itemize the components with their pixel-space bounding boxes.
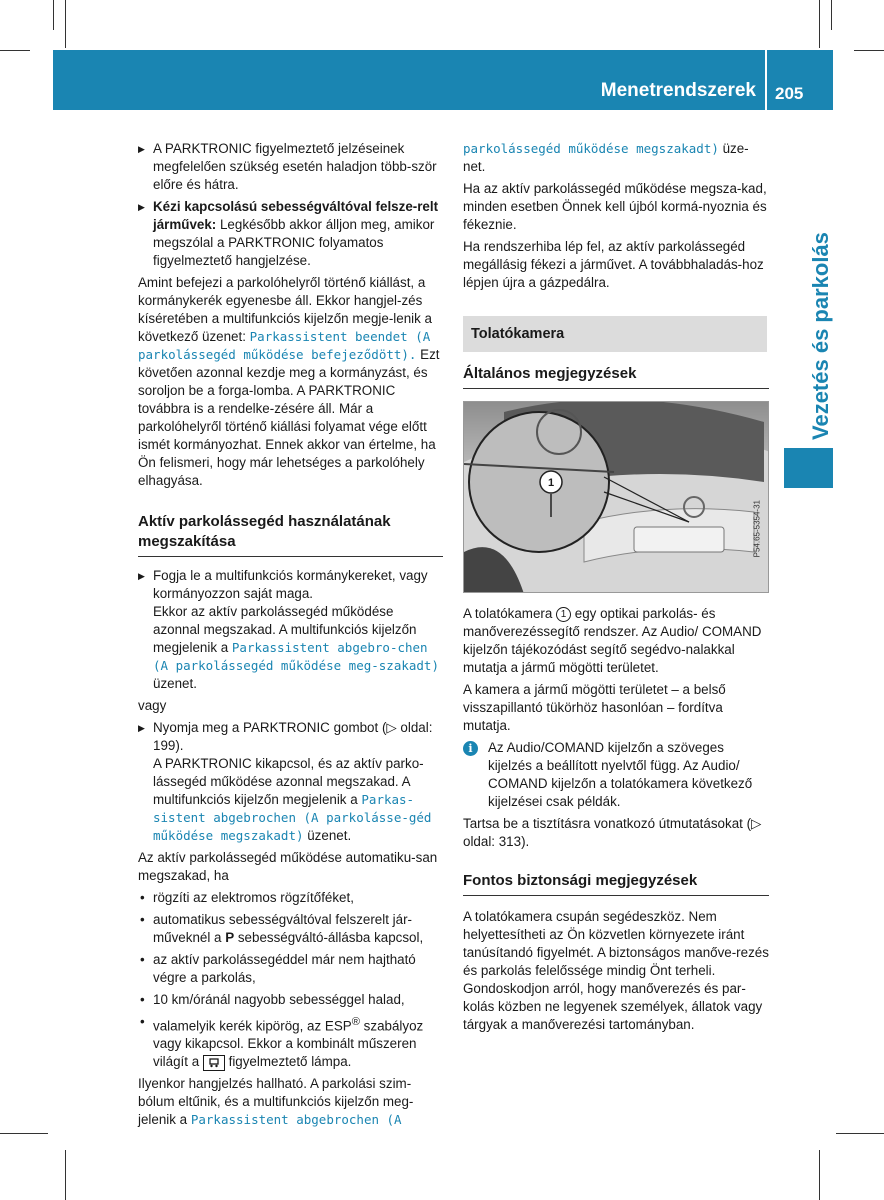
list-item bbox=[138, 1013, 443, 1071]
instruction-step bbox=[138, 719, 443, 845]
text: valamelyik kerék kipörög, az ESP bbox=[153, 1018, 352, 1034]
step-text: Nyomja meg a PARKTRONIC gombot (▷ oldal: 199). bbox=[153, 720, 433, 753]
car-rear-illustration bbox=[464, 402, 769, 593]
or-text: vagy bbox=[138, 698, 167, 713]
crop-mark bbox=[53, 0, 54, 30]
side-tab bbox=[784, 448, 833, 488]
figure-code: P54.65-5354-31 bbox=[752, 500, 761, 558]
crop-mark bbox=[836, 1133, 884, 1134]
subsection-heading: Fontos biztonsági megjegyzések bbox=[463, 871, 769, 896]
list-item: • rögzíti az elektromos rögzítőféket, bbox=[138, 889, 443, 907]
text: figyelmeztető lámpa. bbox=[224, 1054, 352, 1070]
info-note bbox=[463, 739, 769, 811]
crop-mark bbox=[0, 1133, 48, 1134]
instruction-step bbox=[138, 198, 443, 270]
section-side-label: Vezetés és parkolás bbox=[808, 232, 833, 440]
crop-mark bbox=[0, 50, 30, 51]
paragraph bbox=[463, 140, 769, 176]
chapter-title: Menetrendszerek bbox=[600, 80, 756, 101]
list-item: • az aktív parkolássegéddel már nem hajtható végre a parkolás, bbox=[138, 951, 443, 987]
paragraph: Tartsa be a tisztításra vonatkozó útmutatásokat (▷ oldal: 313). bbox=[463, 816, 762, 849]
display-message: parkolássegéd működése megszakadt) bbox=[463, 141, 719, 156]
crop-mark bbox=[831, 0, 832, 30]
list-item: • 10 km/óránál nagyobb sebességgel halad, bbox=[138, 991, 443, 1009]
gear-position: P bbox=[225, 930, 235, 945]
text: Amint befejezi a parkolóhelyről történő kiállást, a kormánykerék egyenesbe áll. Ekkor hangjel-zés kíséretében a multifunkciós kijelzőn megje-lenik a következő üzenet: bbox=[138, 275, 432, 344]
list-item bbox=[138, 911, 443, 947]
paragraph: A tolatókamera csupán segédeszköz. Nem helyettesítheti az Ön közvetlen környezete iránt tanúsítandó figyelmét. A biztonságos manőve-rezés és parkolás felelőssége mindig Önt terheli. Gondoskodjon arról, hogy manőverezés és par-kolás közben ne legyenek személyek, állatok vagy tárgyak a manőverezési tartományban. bbox=[463, 909, 769, 1032]
rear-camera-figure bbox=[463, 401, 769, 593]
crop-mark bbox=[65, 0, 66, 48]
paragraph bbox=[138, 1075, 443, 1129]
paragraph: Az aktív parkolássegéd működése automatiku-san megszakad, ha bbox=[138, 850, 438, 883]
left-column bbox=[138, 140, 443, 1133]
header-separator bbox=[765, 50, 767, 110]
paragraph bbox=[463, 605, 769, 677]
callout-reference: 1 bbox=[556, 607, 571, 622]
text: sebességváltó-állásba kapcsol, bbox=[234, 930, 424, 945]
step-text: Legkésőbb akkor álljon meg, amikor megszólal a PARKTRONIC folyamatos figyelmeztető hangjelzése. bbox=[153, 217, 435, 268]
crop-mark bbox=[854, 50, 884, 51]
section-heading: Aktív parkolássegéd használatának megszakítása bbox=[138, 512, 443, 557]
crop-mark bbox=[819, 1150, 820, 1200]
page-number: 205 bbox=[775, 84, 804, 103]
display-message: Parkassistent abgebro-chen (A parkolássegéd működése meg-szakadt) bbox=[153, 640, 439, 673]
figure-callout-number: 1 bbox=[547, 477, 555, 489]
text: üze-net. bbox=[463, 141, 749, 174]
display-message: Parkas-sistent abgebrochen (A parkolásse-géd működése megszakadt) bbox=[153, 792, 432, 843]
paragraph: Ha rendszerhiba lép fel, az aktív parkolássegéd megállásig fékezi a járművet. A továbbhaladás-hoz lépjen újra a gázpedálra. bbox=[463, 239, 764, 290]
subsection-heading: Általános megjegyzések bbox=[463, 364, 769, 389]
text: üzenet. bbox=[153, 676, 197, 691]
info-icon: i bbox=[463, 741, 478, 756]
text: automatikus sebességváltóval felszerelt jár-műveknél a bbox=[153, 912, 413, 945]
step-result: Ekkor az aktív parkolássegéd működése azonnal megszakad. A multifunkciós kijelzőn megjelenik a bbox=[153, 604, 417, 655]
instruction-step bbox=[138, 567, 443, 693]
display-message: Parkassistent beendet (A parkolássegéd működése befejeződött). bbox=[138, 329, 431, 362]
info-text: Az Audio/COMAND kijelzőn a szöveges kijelzés a beállított nyelvtől függ. Az Audio/ COMAND kijelzőn a tolatókamera következő kijelzései csak példák. bbox=[488, 740, 753, 809]
text: Ilyenkor hangjelzés hallható. A parkolási szim-bólum eltűnik, és a multifunkciós kijelzőn meg-jelenik a bbox=[138, 1076, 414, 1128]
text: egy optikai parkolás- és manőverezéssegítő rendszer. Az Audio/ COMAND kijelzőn tájékozódást segítő segédvo-nalakkal mutatja a jármű mögötti területet. bbox=[463, 606, 762, 675]
text: Ezt követően azonnal kezdje meg a kormányzást, és soroljon be a forga-lomba. A PARKTRONIC továbbra is a rendelke-zésére áll. Már a parkolóhelyről történő kiállási folyamat vége előtt ismét kormányozhat. Ennek akkor van értelme, ha Ön felismeri, hogy már lehetséges a parkolóhely elhagyása. bbox=[138, 347, 440, 488]
paragraph: A kamera a jármű mögötti területet – a belső visszapillantó tükörhöz hasonlóan – fordítva mutatja. bbox=[463, 682, 726, 733]
registered-mark: ® bbox=[351, 1016, 360, 1028]
text: üzenet. bbox=[303, 828, 352, 843]
crop-mark bbox=[819, 0, 820, 48]
bold-label: Kézi kapcsolású sebességváltóval felsze-relt járművek: bbox=[153, 199, 439, 232]
display-message: Parkassistent abgebrochen (A bbox=[190, 1112, 402, 1128]
paragraph: Ha az aktív parkolássegéd működése megsza-kad, minden esetben Önnek kell újból kormá-nyoznia és fékeznie. bbox=[463, 181, 767, 232]
esp-off-warning-icon bbox=[203, 1055, 225, 1071]
text: A tolatókamera bbox=[463, 606, 557, 621]
step-result: A PARKTRONIC kikapcsol, és az aktív parko-lássegéd működése azonnal megszakad. A multifunkciós kijelzőn megjelenik a bbox=[153, 756, 424, 807]
instruction-step: ▶ A PARKTRONIC figyelmeztető jelzéseinek megfelelően szükség esetén haladjon több-ször előre és hátra. bbox=[138, 140, 443, 194]
text: szabályoz vagy kikapcsol. Ekkor a kombinált műszeren világít a bbox=[153, 1018, 424, 1070]
crop-mark bbox=[65, 1150, 66, 1200]
step-text: Fogja le a multifunkciós kormánykereket, vagy kormányozzon saját maga. bbox=[153, 568, 428, 601]
paragraph bbox=[138, 274, 443, 490]
section-title: Tolatókamera bbox=[463, 316, 767, 352]
right-column bbox=[463, 140, 769, 1038]
